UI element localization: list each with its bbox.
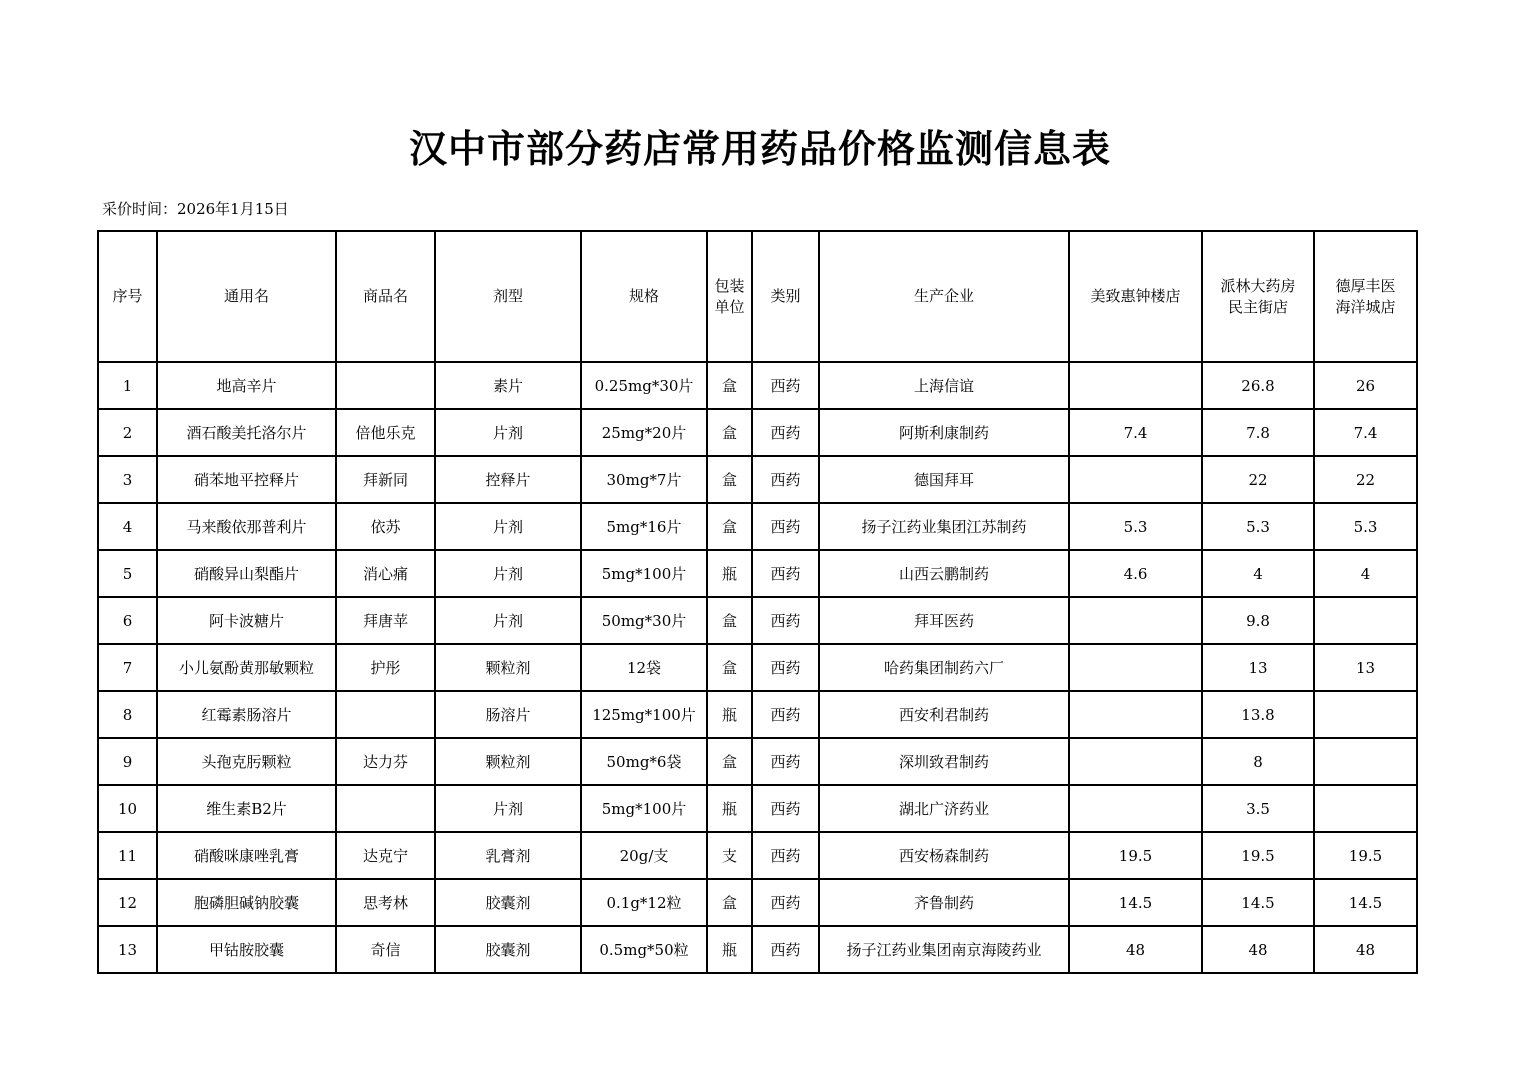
cell-generic-name: 红霉素肠溶片 [157,691,336,738]
cell-index: 3 [98,456,157,503]
cell-pack-unit: 瓶 [707,691,752,738]
cell-generic-name: 硝酸异山梨酯片 [157,550,336,597]
cell-price-store3: 13 [1314,644,1417,691]
cell-generic-name: 胞磷胆碱钠胶囊 [157,879,336,926]
header-index: 序号 [98,231,157,362]
cell-price-store1: 14.5 [1069,879,1202,926]
price-table [97,230,1418,974]
cell-index: 12 [98,879,157,926]
cell-spec: 0.5mg*50粒 [581,926,707,973]
header-category: 类别 [752,231,819,362]
cell-price-store3 [1314,738,1417,785]
cell-index: 10 [98,785,157,832]
table-row [98,644,1417,691]
cell-pack-unit: 盒 [707,456,752,503]
cell-trade-name: 拜新同 [336,456,435,503]
header-manufacturer: 生产企业 [819,231,1069,362]
table-body [98,362,1417,973]
cell-dosage-form: 颗粒剂 [435,644,581,691]
table-header-row [98,231,1417,362]
cell-manufacturer: 扬子江药业集团江苏制药 [819,503,1069,550]
cell-category: 西药 [752,926,819,973]
cell-manufacturer: 上海信谊 [819,362,1069,409]
cell-trade-name [336,785,435,832]
cell-category: 西药 [752,503,819,550]
cell-price-store1: 5.3 [1069,503,1202,550]
cell-pack-unit: 盒 [707,879,752,926]
cell-price-store3: 14.5 [1314,879,1417,926]
cell-generic-name: 酒石酸美托洛尔片 [157,409,336,456]
cell-category: 西药 [752,691,819,738]
cell-price-store2: 26.8 [1202,362,1314,409]
header-store2-line2: 民主街店 [1227,297,1288,316]
cell-price-store1: 19.5 [1069,832,1202,879]
cell-price-store2: 4 [1202,550,1314,597]
cell-pack-unit: 瓶 [707,785,752,832]
cell-manufacturer: 德国拜耳 [819,456,1069,503]
cell-category: 西药 [752,879,819,926]
cell-generic-name: 阿卡波糖片 [157,597,336,644]
cell-spec: 12袋 [581,644,707,691]
cell-trade-name: 依苏 [336,503,435,550]
cell-trade-name: 护彤 [336,644,435,691]
cell-dosage-form: 素片 [435,362,581,409]
cell-dosage-form: 胶囊剂 [435,926,581,973]
cell-category: 西药 [752,738,819,785]
cell-pack-unit: 盒 [707,409,752,456]
header-store3-line2: 海洋城店 [1335,297,1396,316]
header-spec: 规格 [581,231,707,362]
cell-pack-unit: 瓶 [707,926,752,973]
cell-spec: 20g/支 [581,832,707,879]
cell-category: 西药 [752,550,819,597]
cell-price-store2: 7.8 [1202,409,1314,456]
cell-price-store3: 5.3 [1314,503,1417,550]
cell-price-store2: 13 [1202,644,1314,691]
cell-index: 2 [98,409,157,456]
cell-dosage-form: 片剂 [435,409,581,456]
cell-category: 西药 [752,832,819,879]
cell-index: 11 [98,832,157,879]
cell-price-store2: 48 [1202,926,1314,973]
cell-price-store3: 22 [1314,456,1417,503]
cell-manufacturer: 西安利君制药 [819,691,1069,738]
cell-spec: 50mg*30片 [581,597,707,644]
cell-spec: 5mg*100片 [581,785,707,832]
cell-price-store2: 9.8 [1202,597,1314,644]
cell-trade-name: 奇信 [336,926,435,973]
cell-dosage-form: 颗粒剂 [435,738,581,785]
cell-manufacturer: 山西云鹏制药 [819,550,1069,597]
page-title: 汉中市部分药店常用药品价格监测信息表 [408,126,1111,171]
cell-index: 5 [98,550,157,597]
cell-trade-name: 拜唐苹 [336,597,435,644]
header-pack-unit-line1: 包装 [714,276,745,295]
header-store3 [1314,231,1417,362]
cell-spec: 25mg*20片 [581,409,707,456]
cell-price-store2: 14.5 [1202,879,1314,926]
cell-index: 1 [98,362,157,409]
cell-trade-name: 消心痛 [336,550,435,597]
cell-spec: 5mg*100片 [581,550,707,597]
cell-pack-unit: 盒 [707,644,752,691]
cell-price-store1 [1069,456,1202,503]
table-row [98,362,1417,409]
cell-price-store2: 3.5 [1202,785,1314,832]
survey-date: 采价时间：2026年1月15日 [102,200,289,218]
cell-manufacturer: 深圳致君制药 [819,738,1069,785]
table-row [98,926,1417,973]
cell-category: 西药 [752,456,819,503]
cell-trade-name: 达力芬 [336,738,435,785]
cell-trade-name [336,691,435,738]
cell-spec: 30mg*7片 [581,456,707,503]
cell-spec: 5mg*16片 [581,503,707,550]
header-pack-unit-line2: 单位 [714,297,745,316]
table-row [98,691,1417,738]
header-pack-unit [707,231,752,362]
cell-price-store1: 48 [1069,926,1202,973]
cell-category: 西药 [752,409,819,456]
cell-index: 8 [98,691,157,738]
cell-category: 西药 [752,785,819,832]
table-row [98,738,1417,785]
cell-price-store2: 5.3 [1202,503,1314,550]
header-generic-name: 通用名 [157,231,336,362]
table-row [98,503,1417,550]
cell-category: 西药 [752,644,819,691]
cell-manufacturer: 齐鲁制药 [819,879,1069,926]
cell-spec: 0.1g*12粒 [581,879,707,926]
cell-spec: 50mg*6袋 [581,738,707,785]
cell-price-store2: 8 [1202,738,1314,785]
table-row [98,550,1417,597]
header-store2 [1202,231,1314,362]
header-trade-name: 商品名 [336,231,435,362]
cell-manufacturer: 拜耳医药 [819,597,1069,644]
cell-index: 13 [98,926,157,973]
cell-dosage-form: 片剂 [435,550,581,597]
header-store2-line1: 派林大药房 [1220,276,1296,295]
cell-pack-unit: 支 [707,832,752,879]
cell-price-store1 [1069,362,1202,409]
cell-price-store3 [1314,691,1417,738]
cell-price-store1 [1069,644,1202,691]
cell-generic-name: 维生素B2片 [157,785,336,832]
cell-price-store3: 48 [1314,926,1417,973]
table-row [98,409,1417,456]
cell-dosage-form: 胶囊剂 [435,879,581,926]
cell-spec: 0.25mg*30片 [581,362,707,409]
header-dosage-form: 剂型 [435,231,581,362]
cell-price-store3: 26 [1314,362,1417,409]
cell-generic-name: 甲钴胺胶囊 [157,926,336,973]
cell-trade-name: 倍他乐克 [336,409,435,456]
cell-trade-name: 思考林 [336,879,435,926]
cell-trade-name [336,362,435,409]
table-row [98,456,1417,503]
cell-manufacturer: 阿斯利康制药 [819,409,1069,456]
cell-price-store3 [1314,785,1417,832]
cell-trade-name: 达克宁 [336,832,435,879]
cell-category: 西药 [752,362,819,409]
cell-price-store2: 19.5 [1202,832,1314,879]
cell-index: 6 [98,597,157,644]
cell-dosage-form: 乳膏剂 [435,832,581,879]
cell-dosage-form: 片剂 [435,597,581,644]
cell-manufacturer: 湖北广济药业 [819,785,1069,832]
cell-pack-unit: 瓶 [707,550,752,597]
cell-dosage-form: 片剂 [435,785,581,832]
cell-price-store1 [1069,738,1202,785]
cell-price-store1: 7.4 [1069,409,1202,456]
cell-generic-name: 地高辛片 [157,362,336,409]
cell-index: 9 [98,738,157,785]
cell-price-store1 [1069,691,1202,738]
cell-index: 7 [98,644,157,691]
cell-manufacturer: 扬子江药业集团南京海陵药业 [819,926,1069,973]
cell-generic-name: 小儿氨酚黄那敏颗粒 [157,644,336,691]
cell-pack-unit: 盒 [707,738,752,785]
cell-price-store1 [1069,597,1202,644]
cell-category: 西药 [752,597,819,644]
cell-price-store3 [1314,597,1417,644]
cell-pack-unit: 盒 [707,503,752,550]
cell-dosage-form: 肠溶片 [435,691,581,738]
cell-price-store3: 4 [1314,550,1417,597]
cell-index: 4 [98,503,157,550]
cell-manufacturer: 哈药集团制药六厂 [819,644,1069,691]
cell-generic-name: 硝酸咪康唑乳膏 [157,832,336,879]
cell-spec: 125mg*100片 [581,691,707,738]
cell-manufacturer: 西安杨森制药 [819,832,1069,879]
table-row [98,785,1417,832]
cell-generic-name: 头孢克肟颗粒 [157,738,336,785]
table-row [98,832,1417,879]
cell-price-store2: 22 [1202,456,1314,503]
header-store1: 美致惠钟楼店 [1069,231,1202,362]
table-row [98,879,1417,926]
cell-dosage-form: 片剂 [435,503,581,550]
cell-price-store1: 4.6 [1069,550,1202,597]
cell-price-store3: 19.5 [1314,832,1417,879]
cell-price-store3: 7.4 [1314,409,1417,456]
cell-pack-unit: 盒 [707,362,752,409]
header-store3-line1: 德厚丰医 [1335,276,1396,295]
cell-dosage-form: 控释片 [435,456,581,503]
table-row [98,597,1417,644]
cell-generic-name: 马来酸依那普利片 [157,503,336,550]
cell-generic-name: 硝苯地平控释片 [157,456,336,503]
cell-price-store2: 13.8 [1202,691,1314,738]
cell-price-store1 [1069,785,1202,832]
cell-pack-unit: 盒 [707,597,752,644]
